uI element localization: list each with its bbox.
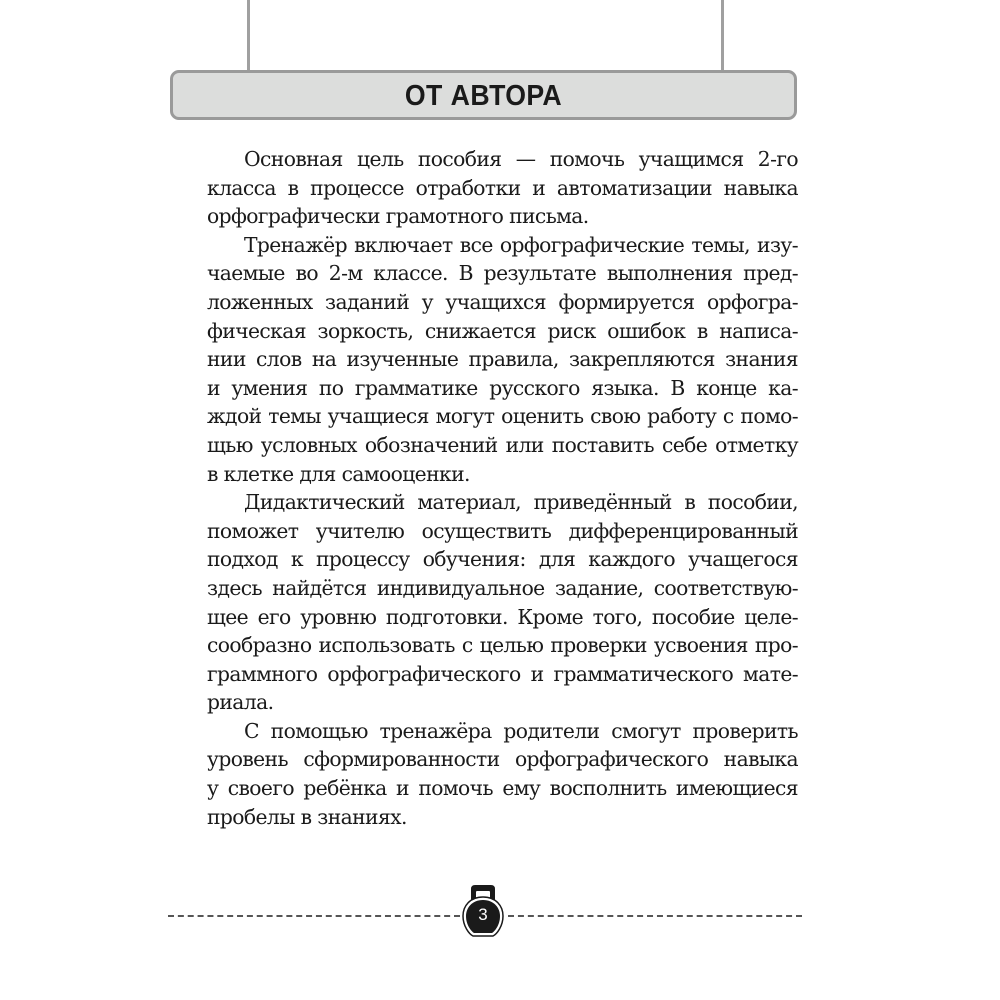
text-line: Тренажёр включает все орфографические темы, изу- bbox=[244, 232, 798, 257]
text-line: пробелы в знаниях. bbox=[207, 804, 407, 829]
text-line: и умения по грамматике русского языка. В конце ка- bbox=[207, 375, 798, 400]
text-line: щью условных обозначений или поставить себе отметку bbox=[207, 432, 798, 457]
paragraph-4 bbox=[171, 717, 798, 831]
hanging-line-left bbox=[247, 0, 250, 72]
text-line: щее его уровню подготовки. Кроме того, пособие целе- bbox=[207, 604, 798, 629]
footer-dashed-line-right bbox=[508, 915, 802, 917]
text-line: ложенных заданий у учащихся формируется орфогра- bbox=[207, 289, 798, 314]
text-line: класса в процессе отработки и автоматизации навыка bbox=[207, 175, 798, 200]
paragraph-3 bbox=[171, 488, 798, 717]
text-line: здесь найдётся индивидуальное задание, соответствую- bbox=[207, 575, 798, 600]
section-title: ОТ АВТОРА bbox=[404, 79, 563, 112]
paragraph-1 bbox=[171, 145, 798, 231]
paragraph-2 bbox=[171, 231, 798, 488]
text-line: Дидактический материал, приведённый в пособии, bbox=[244, 490, 798, 515]
text-line: граммного орфографического и грамматического мате- bbox=[207, 661, 798, 686]
text-line: ждой темы учащиеся могут оценить свою работу с помо- bbox=[207, 404, 798, 429]
text-line: поможет учителю осуществить дифференцированный bbox=[207, 518, 798, 543]
hanging-line-right bbox=[721, 0, 724, 72]
footer-dashed-line-left bbox=[168, 915, 460, 917]
text-line: чаемые во 2-м классе. В результате выполнения пред- bbox=[207, 261, 798, 286]
text-line: уровень сформированности орфографического навыка bbox=[207, 747, 798, 772]
page-footer bbox=[168, 883, 802, 943]
text-line: С помощью тренажёра родители смогут проверить bbox=[244, 718, 798, 743]
text-line: в клетке для самооценки. bbox=[207, 461, 470, 486]
page-number: 3 bbox=[478, 905, 488, 924]
text-line: нии слов на изученные правила, закрепляются знания bbox=[207, 347, 798, 372]
text-line: подход к процессу обучения: для каждого учащегося bbox=[207, 547, 798, 572]
text-line: риала. bbox=[207, 690, 274, 715]
text-line: сообразно использовать с целью проверки усвоения про- bbox=[207, 633, 798, 658]
text-line: Основная цель пособия — помочь учащимся 2-го bbox=[244, 147, 798, 171]
section-title-box bbox=[170, 70, 797, 120]
body-text bbox=[171, 145, 798, 831]
text-line: у своего ребёнка и помочь ему восполнить имеющиеся bbox=[207, 776, 798, 801]
text-line: орфографически грамотного письма. bbox=[207, 204, 589, 229]
kettlebell-icon bbox=[461, 883, 505, 939]
text-line: фическая зоркость, снижается риск ошибок в написа- bbox=[207, 318, 798, 343]
